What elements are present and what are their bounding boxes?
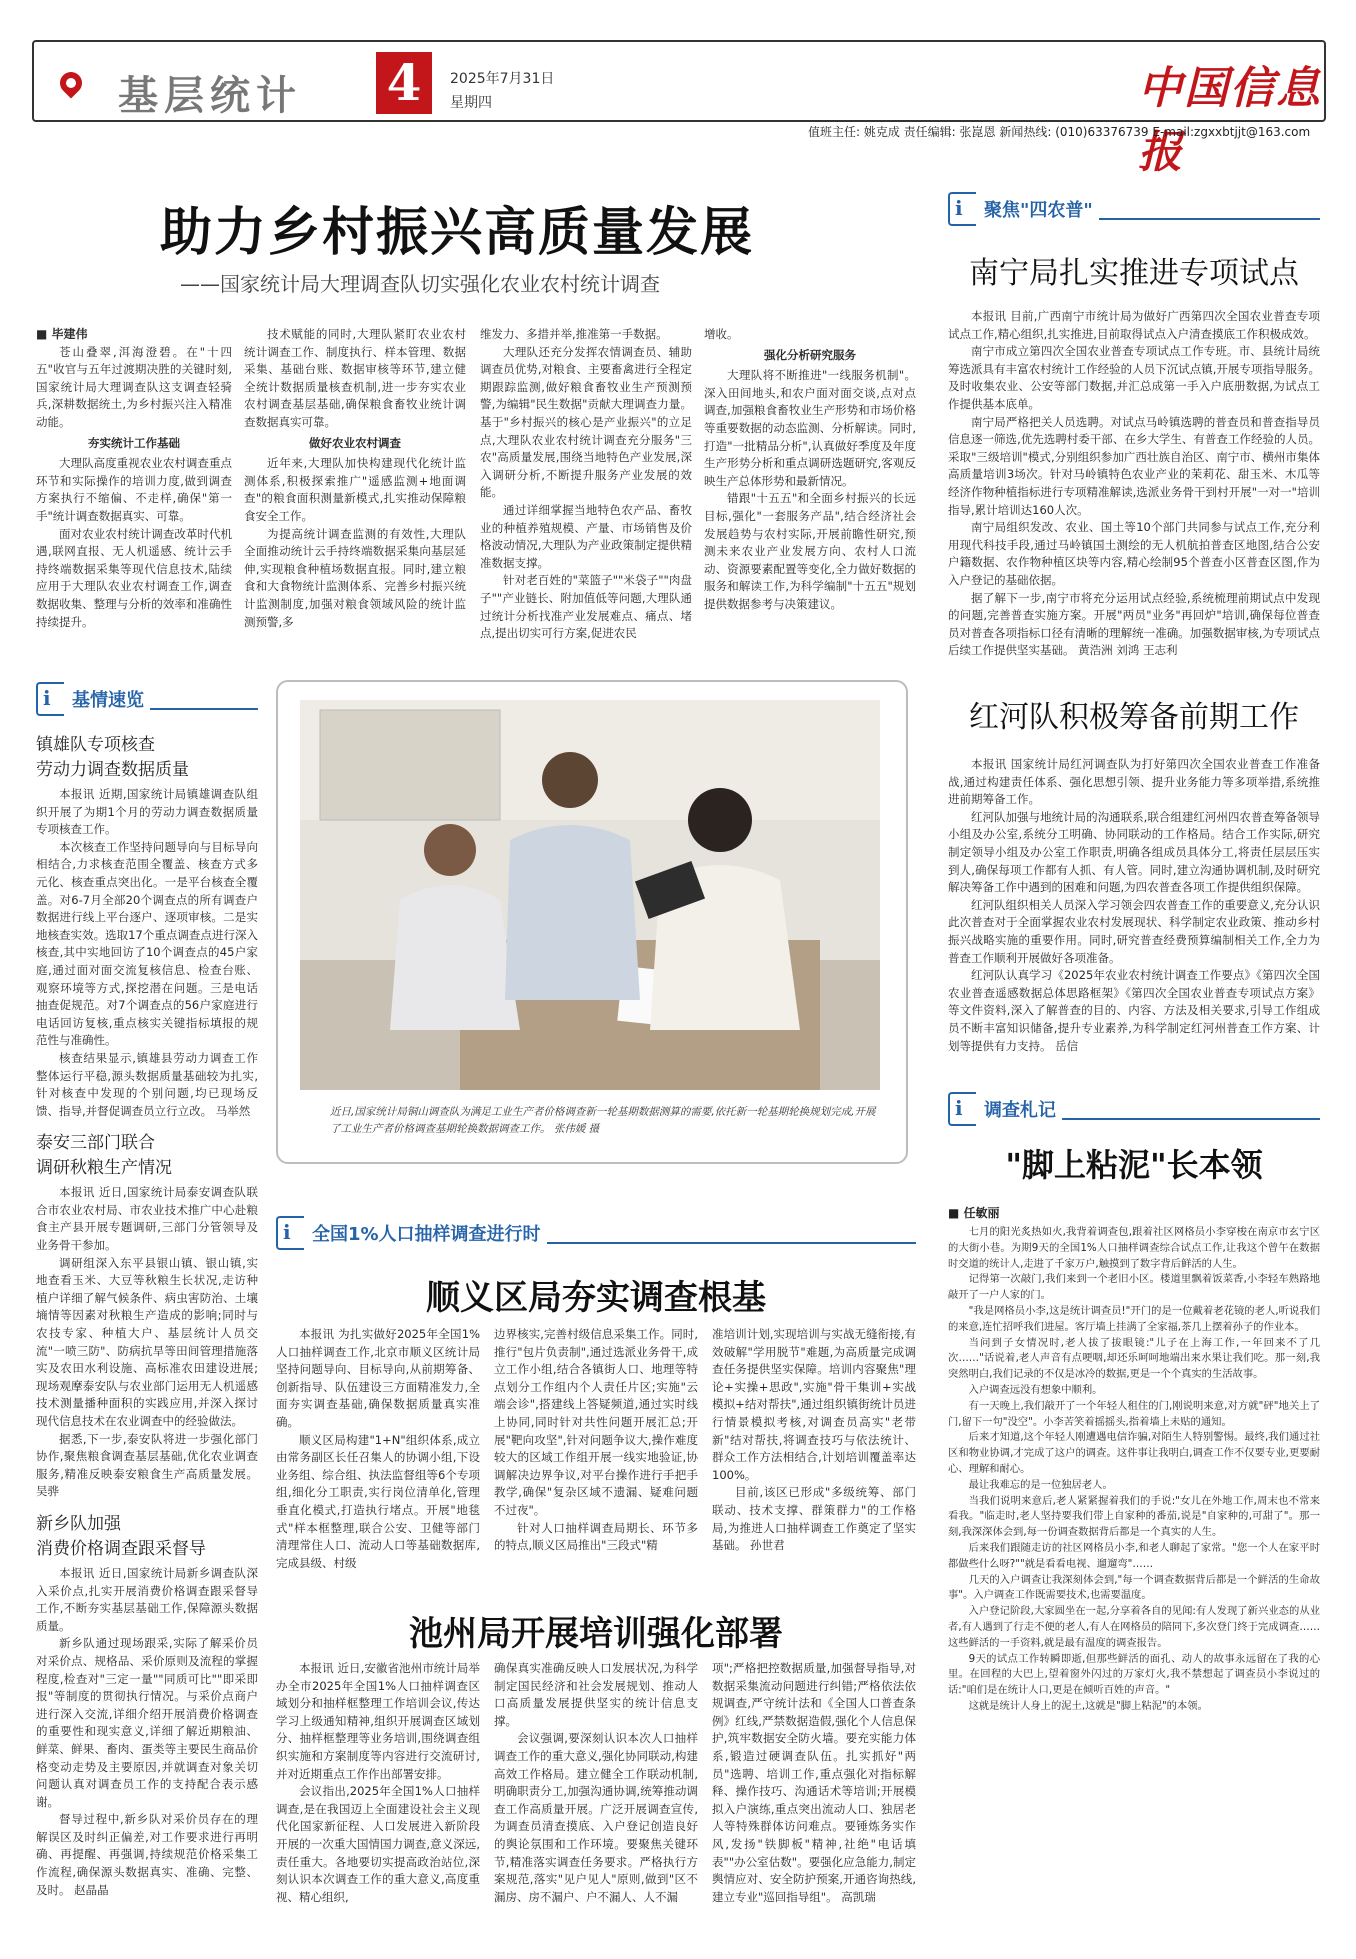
paragraph: 会议强调,要深刻认识本次人口抽样调查工作的重大意义,强化协同联动,构建高效工作格局。建立健全工作联动机制,明确职责分工,加强沟通协调,统筹推动调查工作高质量开展。广泛开展调查宣传,为调查员清查摸底、入户登记创造良好的舆论氛围和工作环境。要聚焦关键环节,精准落实调查任务要求。严格执行方案规范,落实"见户见人"原则,做到"区不漏房、房不漏户、户不漏人、人不漏 — [494, 1731, 698, 1904]
paragraph: 督导过程中,新乡队对采价员存在的理解误区及时纠正偏差,对工作要求进行再明确、再提醒、再强调,持续规范价格采集工作流程,确保源头数据真实、准确、完整、及时。 赵晶晶 — [36, 1812, 258, 1897]
briefs-column — [36, 682, 258, 1899]
paragraph: 大理队还充分发挥农情调查员、辅助调查员优势,对粮食、主要畜禽进行全程定期跟踪监测,做好粮食畜牧业生产预测预警,为编辑"民生数据"贡献大理调查力量。基于"乡村振兴的核心是产业振兴"的立足点,大理队农业农村统计调查充分服务"三农"高质量发展,围绕当地特色产业发展,深入调研分析,不断提升服务产业发展的效能。 — [480, 344, 692, 500]
issue-date: 2025年7月31日 — [450, 71, 555, 87]
column-label: 基情速览 — [72, 690, 144, 711]
lead-col-2 — [244, 326, 466, 631]
lead-subhead: 强化分析研究服务 — [764, 347, 856, 362]
photo-caption: 近日,国家统计局铜山调查队为满足工业生产者价格调查新一轮基期数据测算的需要,依托新一轮基期轮换规划完成,开展了工业生产者价格调查基期轮换数据调查工作。 张伟媛 摄 — [330, 1106, 876, 1135]
column-rule — [547, 1242, 916, 1244]
lead-col-3 — [480, 326, 692, 643]
story1-col-3 — [712, 1326, 916, 1555]
paragraph: 针对老百姓的"菜篮子""米袋子""肉盘子""产业链长、附加值低等问题,大理队通过统计分析找准产业发展难点、痛点、堵点,提出切实可行方案,促进农民 — [480, 573, 692, 641]
brief-title: 泰安三部门联合 — [36, 1133, 155, 1154]
column-header — [276, 1216, 916, 1250]
paragraph: 核查结果显示,镇雄县劳动力调查工作整体运行平稳,源头数据质量基础较为扎实,针对核查中发现的个别问题,均已现场反馈、指导,并督促调查员立行立改。 马举然 — [36, 1050, 258, 1118]
paragraph: 当问到子女情况时,老人拔了拔眼镜:"儿子在上海工作,一年回来不了几次……"话说着,老人声音有点哽咽,却还乐呵呵地端出来水果让我们吃。那一刻,我突然明白,我们记录的不仅是冰冷的数据,更是一个个真实的生活故事。 — [948, 1336, 1320, 1381]
story2-col-3 — [712, 1660, 916, 1906]
paragraph: 据了解下一步,南宁市将充分运用试点经验,系统梳理前期试点中发现的问题,完善普查实施方案。开展"两员"业务"再回炉"培训,确保每位普查员对普查各项指标口径有清晰的理解统一准确。加强数据审核,为专项试点后续工作提供坚实基础。 黄浩洲 刘鸿 王志利 — [948, 590, 1320, 658]
paragraph: 面对农业农村统计调查改革时代机遇,联网直报、无人机遥感、统计云手持终端数据采集等现代信息技术,陆续应用于大理队农业农村调查工作,调查数据收集、整理与分析的效率和准确性持续提升。 — [36, 526, 232, 629]
brief-title: 镇雄队专项核查 — [36, 735, 155, 755]
info-column-icon — [276, 1216, 304, 1250]
paragraph: 9天的试点工作转瞬即逝,但那些鲜活的面孔、动人的故事永远留在了我的心里。在回程的大巴上,望着窗外闪过的万家灯火,我不禁想起了调查员小李说过的话:"咱们是在统计人口,更是在倾听百姓的声音。" — [948, 1652, 1320, 1697]
paragraph: 本报讯 国家统计局红河调查队为打好第四次全国农业普查工作准备战,通过构建责任体系、强化思想引领、提升业务能力等多项举措,系统推进前期筹备工作。 — [948, 757, 1320, 807]
paragraph: 红河队认真学习《2025年农业农村统计调查工作要点》《第四次全国农业普查遥感数据总体思路框架》《第四次全国农业普查专项试点方案》等文件资料,深入了解普查的目的、内容、方法及相关要求,引导工作组成员不断丰富知识储备,提升专业素养,为科学制定红河州普查工作方案、计划等提供有力支持。 岳信 — [948, 968, 1320, 1053]
paragraph: 入户调查远没有想象中顺利。 — [968, 1383, 1103, 1396]
story2-col-1 — [276, 1660, 480, 1906]
paragraph: 苍山叠翠,洱海澄碧。在"十四五"收官与五年过渡期决胜的关键时刻,国家统计局大理调查队这支调查轻骑兵,深耕数据统土,为乡村振兴注入精准动能。 — [36, 344, 232, 429]
issue-weekday: 星期四 — [450, 95, 492, 111]
lead-col-4 — [704, 326, 916, 614]
column-header — [948, 1092, 1320, 1126]
story1-col-1 — [276, 1326, 480, 1572]
story-title: 顺义区局夯实调查根基 — [426, 1278, 766, 1318]
brief-body — [36, 1565, 258, 1899]
paragraph: 针对人口抽样调查局期长、环节多的特点,顺义区局推出"三段式"精 — [494, 1520, 698, 1553]
paragraph: 后来我们跟随走访的社区网格员小李,和老人聊起了家常。"您一个人在家平时都做些什么呀?""就是看看电视、遛遛弯"…… — [948, 1541, 1320, 1570]
right-mid-story — [948, 692, 1320, 1055]
paragraph: 会议指出,2025年全国1%人口抽样调查,是在我国迈上全面建设社会主义现代化国家新征程、人口发展进入新阶段开展的一次重大国情国力调查,意义深远,责任重大。各地要切实提高政治站位,深刻认识本次调查工作的重大意义,高度重视、精心组织, — [276, 1784, 480, 1904]
column-label: 全国1%人口抽样调查进行时 — [312, 1224, 541, 1245]
paragraph: 为提高统计调查监测的有效性,大理队全面推动统计云手持终端数据采集向基层延伸,实现粮食种植场数据直报。同时,建立粮食和大食物统计监测体系、完善乡村振兴统计监测制度,加强对粮食领域风险的统计监测预警,多 — [244, 526, 466, 629]
paragraph: 南宁局组织发改、农业、国土等10个部门共同参与试点工作,充分利用现代科技手段,通过马岭镇国土测绘的无人机航拍普查区地图,结合公安户籍数据、农作物种植区块等内容,精心绘制95个普查小区普查区图,作为入户登记的基础依据。 — [948, 520, 1320, 587]
essay-title: "脚上粘泥"长本领 — [1005, 1146, 1263, 1184]
lead-subhead: 夯实统计工作基础 — [88, 435, 180, 450]
paragraph: 目前,该区已形成"多级统筹、部门联动、技术支撑、群策群力"的工作格局,为推进人口抽样调查工作奠定了坚实基础。 孙世君 — [712, 1485, 916, 1553]
story-title: 池州局开展培训强化部署 — [409, 1614, 783, 1654]
info-column-icon — [948, 1092, 976, 1126]
lead-byline: ■ 毕建伟 — [36, 327, 88, 341]
brief-body — [36, 786, 258, 1120]
brief-body — [36, 1184, 258, 1501]
paragraph: 入户登记阶段,大家圆坐在一起,分享着各自的见闻:有人发现了新兴业态的从业者,有人遇到了行走不便的老人,有人在网格员的陪同下,多次登门终于完成调查……这些鲜活的一手资料,就是最有温度的调查报告。 — [948, 1605, 1320, 1649]
story-title: 红河队积极筹备前期工作 — [969, 700, 1299, 735]
paragraph: 确保真实准确反映人口发展状况,为科学制定国民经济和社会发展规划、推动人口高质量发展提供坚实的统计信息支撑。 — [494, 1661, 698, 1728]
story2-col-2 — [494, 1660, 698, 1906]
paragraph: 技术赋能的同时,大理队紧盯农业农村统计调查工作、制度执行、样本管理、数据采集、基础台账、数据审核等环节,建立健全统计数据质量核查机制,进一步夯实农业农村调查基层基础,确保粮食畜牧业统计调查数据真实可靠。 — [244, 327, 466, 429]
story-body — [948, 308, 1320, 660]
info-column-icon — [36, 682, 64, 716]
column-label: 调查札记 — [984, 1100, 1056, 1121]
paragraph: 边界核实,完善村级信息采集工作。同时,推行"包片负责制",通过选派业务骨干,成立工作小组,结合各镇街人口、地理等特点划分工作组内个人责任片区;实施"云端会诊",搭建线上答疑频道,通过实时线上协同,同时针对共性问题开展汇总;开展"靶向攻坚",针对问题争议大,操作难度较大的区域工作组开展一线实地验证,协调解决边界争议,对平台操作进行手把手教学,确保"复杂区域不遗漏、疑难问题不过夜"。 — [494, 1327, 698, 1517]
paragraph: 通过详细掌握当地特色农产品、畜牧业的种植养殖规模、产量、市场销售及价格波动情况,大理队为产业政策制定提供精准数据支撑。 — [480, 502, 692, 570]
lead-subhead: 做好农业农村调查 — [309, 435, 401, 450]
paragraph: 本报讯 近期,国家统计局镇雄调查队组织开展了为期1个月的劳动力调查数据质量专项核查工作。 — [36, 787, 258, 837]
brief-title: 消费价格调查跟采督导 — [36, 1538, 206, 1559]
paragraph: 近年来,大理队加快构建现代化统计监测体系,积极探索推广"遥感监测+地面调查"的粮食面积测量新模式,扎实推动保障粮食安全工作。 — [244, 456, 466, 523]
paragraph: 新乡队通过现场跟采,实际了解采价员对采价点、规格品、采价原则及流程的掌握程度,检查对"三定一量""同质可比""即采即报"等制度的贯彻执行情况。与采价点商户进行深入交流,详细介绍开展消费价格调查的重要性和现实意义,详细了解近期粮油、鲜菜、鲜果、畜肉、蛋类等主要民生商品价格变动走势及主要原因,并就调查对象关切问题认真对调查员工作的支持配合表示感谢。 — [36, 1636, 258, 1809]
story-body — [948, 756, 1320, 1055]
paragraph: 本报讯 近日,国家统计局新乡调查队深入采价点,扎实开展消费价格调查跟采督导工作,不断夯实基层基础工作,保障源头数据质量。 — [36, 1565, 258, 1633]
brief-title: 劳动力调查数据质量 — [36, 760, 189, 780]
paragraph: 本报讯 目前,广西南宁市统计局为做好广西第四次全国农业普查专项试点工作,精心组织,扎实推进,目前取得试点入户清查摸底工作积极成效。 — [948, 309, 1320, 341]
newspaper-logo: 中国信息报 — [1138, 63, 1322, 178]
census-column — [276, 1216, 916, 1250]
info-column-icon — [948, 192, 976, 226]
paragraph: 大理队高度重视农业农村调查重点环节和实际操作的培训力度,做到调查方案执行不缩偏、不走样,确保"第一手"统计调查数据真实、可靠。 — [36, 456, 232, 523]
paragraph: 后来才知道,这个年轻人刚遭遇电信诈骗,对陌生人特别警惕。最终,我们通过社区和物业协调,才完成了这户的调查。这件事让我明白,调查工作不仅要专业,更要耐心、理解和耐心。 — [948, 1431, 1320, 1475]
essay-byline: ■ 任敏丽 — [948, 1206, 1000, 1220]
page-number: 4 — [376, 52, 432, 114]
paragraph: 有一天晚上,我们敲开了一个年轻人租住的门,刚说明来意,对方就"砰"地关上了门,留下一句"没空"。小李苦笑着摇摇头,指着墙上未贴的通知。 — [948, 1399, 1320, 1428]
lead-subtitle: ——国家统计局大理调查队切实强化农业农村统计调查 — [180, 272, 660, 296]
column-rule — [150, 708, 258, 710]
paragraph: 红河队加强与地统计局的沟通联系,联合组建红河州四农普查筹备领导小组及办公室,系统分工明确、协同联动的工作格局。结合工作实际,研究制定领导小组及办公室工作职责,明确各组成员具体分工,将责任层层压实到人,确保每项工作都有人抓、有人管。同时,建立沟通协调机制,及时研究解决筹备工作中遇到的困难和问题,为四农普查各项工作提供组织保障。 — [948, 809, 1320, 895]
story1-col-2 — [494, 1326, 698, 1555]
paragraph: 维发力、多措并举,推准第一手数据。 — [480, 327, 668, 341]
paragraph: 准培训计划,实现培训与实战无缝衔接,有效破解"学用脱节"难题,为高质量完成调查任务提供坚实保障。培训内容聚焦"理论+实操+思政",实施"骨干集训+实战模拟+结对帮扶",通过组织镇街统计员进行情景模拟考核,对调查员高实"老带新"结对帮扶,将调查技巧与依法统计、群众工作方法相结合,计划培训覆盖率达100%。 — [712, 1327, 916, 1482]
essay-body — [948, 1225, 1320, 1715]
brief-title: 调研秋粮生产情况 — [36, 1158, 172, 1179]
brief-title: 新乡队加强 — [36, 1513, 121, 1534]
news-photo — [300, 700, 880, 1090]
column-header — [36, 682, 258, 716]
paragraph: 本报讯 近日,安徽省池州市统计局举办全市2025年全国1%人口抽样调查区域划分和抽样框整理工作培训会议,传达学习上级通知精神,组织开展调查区域划分、抽样框整理等业务培训,围绕调查组织实施和方案制度等内容进行交流研讨,并对近期重点工作作出部署安排。 — [276, 1661, 480, 1781]
story-title: 南宁局扎实推进专项试点 — [969, 256, 1299, 291]
paragraph: 南宁局严格把关人员选聘。对试点马岭镇选聘的普查员和普查指导员信息逐一筛选,优先选聘村委干部、在乡大学生、有普查工作经验的人员。采取"三级培训"模式,分别组织参加广西壮族自治区、南宁市、横州市集体高质量培训3场次。针对马岭镇特色农业产业的茉莉花、甜玉米、木瓜等经济作物种植指标进行专项精准解读,选派业务骨干到村开展"一对一"培训指导,累计培训达160人次。 — [948, 414, 1320, 517]
paragraph: 调研组深入东平县银山镇、银山镇,实地查看玉米、大豆等秋粮生长状况,走访种植户详细了解气候条件、病虫害防治、土壤墒情等因素对秋粮生产造成的影响;同时与农技专家、种植大户、基层统计人员交流"一喷三防"、防病抗旱等田间管理措施落实及农田水利设施、高标准农田建设进展;现场观摩泰安队与农业部门运用无人机遥感技术测量播种面积的实践应用,并深入探讨现代信息技术在农业调查中的经验做法。 — [36, 1255, 258, 1428]
paragraph: 本报讯 近日,国家统计局泰安调查队联合市农业农村局、市农业技术推广中心赴粮食主产县开展专题调研,三部门分管领导及业务骨干参加。 — [36, 1185, 258, 1253]
paragraph: 最让我难忘的是一位独居老人。 — [968, 1478, 1113, 1491]
paragraph: 七月的阳光炙热如火,我背着调查包,跟着社区网格员小李穿梭在南京市玄宁区的大街小巷。为期9天的全国1%人口抽样调查综合试点工作,让我这个曾午在数据时交道的统计人,走进了千家万户,触摸到了数字背后鲜活的人生。 — [948, 1226, 1320, 1270]
paragraph: 红河队组织相关人员深入学习领会四农普查工作的重要意义,充分认识此次普查对于全面掌握农业农村发展现状、科学制定农业政策、推动乡村振兴战略实施的重要作用。同时,研究普查经费预算编制相关工作,全力为普查工作顺利开展做好各项准备。 — [948, 897, 1320, 965]
paragraph: 据悉,下一步,泰安队将进一步强化部门协作,聚焦粮食调查基层基础,优化农业调查服务,精准反映泰安粮食生产高质量发展。 吴骅 — [36, 1431, 258, 1499]
column-rule — [1062, 1118, 1320, 1120]
lead-col-1 — [36, 326, 232, 631]
section-name: 基层统计 — [118, 72, 302, 119]
paragraph: 项";严格把控数据质量,加强督导指导,对数据采集流动问题进行纠错;严格依法依规调查,严守统计法和《全国人口普查条例》红线,严禁数据造假,强化个人信息保护,筑牢数据安全防火墙。要充实能力体系,锻造过硬调查队伍。扎实抓好"两员"选聘、培训工作,重点强化对指标解释、操作技巧、沟通话术等培训;开展模拟入户演练,重点突出流动人口、独居老人等特殊群体访问难点。要锤炼务实作风,发扬"铁脚板"精神,社绝"电话填表""办公室估数"。要强化应急能力,制定舆情应对、安全防护预案,开通咨询热线,建立专业"巡回指导组"。 高凯瑞 — [712, 1661, 916, 1904]
paragraph: 顺义区局构建"1+N"组织体系,成立由常务副区长任召集人的协调小组,下设业务组、综合组、执法监督组等6个专项组,细化分工职责,实行岗位清单化,管理垂直化模式,打造执行堵点。开展"地毯式"样本框整理,联合公安、卫健等部门清理常住人口、流动人口等基础数据库,完成县级、村级 — [276, 1432, 480, 1570]
paragraph: 当我们说明来意后,老人紧紧握着我们的手说:"女儿在外地工作,周末也不常来看我。"临走时,老人坚持要我们带上自家种的番茄,说是"自家种的,可甜了"。那一刻,我深深体会到,每一份调查数据背后都是一个真实的人生。 — [948, 1494, 1320, 1539]
right-top-column — [948, 192, 1320, 660]
lead-title: 助力乡村振兴高质量发展 — [160, 202, 755, 263]
column-header — [948, 192, 1320, 226]
office-scene-illustration — [300, 700, 880, 1090]
essay-column — [948, 1092, 1320, 1715]
paragraph: 这就是统计人身上的泥土,这就是"脚上粘泥"的本领。 — [968, 1699, 1208, 1712]
paragraph: "我是网格员小李,这是统计调查员!"开门的是一位戴着老花镜的老人,听说我们的来意,连忙招呼我们进屋。客厅墙上挂满了全家福,茶几上摆着孙子的作业本。 — [948, 1304, 1320, 1333]
paragraph: 增收。 — [704, 327, 739, 341]
column-rule — [1099, 218, 1320, 220]
paragraph: 几天的入户调查让我深刻体会到,"每一个调查数据背后都是一个鲜活的生命故事"。入户调查工作既需要技术,也需要温度。 — [948, 1573, 1320, 1602]
paragraph: 错跟"十五五"和全面乡村振兴的长远目标,强化"一套服务产品",结合经济社会发展趋势与农村实际,开展前瞻性研究,预测未来农业产业发展方向、农村人口流动、资源要素配置等变化,全力做好数据的服务和解读工作,为科学编制"十五五"规划提供数据参考与决策建议。 — [704, 491, 916, 611]
paragraph: 南宁市成立第四次全国农业普查专项试点工作专班。市、县统计局统筹选派具有丰富农村统计工作经验的人员下沉试点镇,开展专项指导服务。及时收集农业、公安等部门数据,并汇总成第一手入户底册数据,为试点工作提供基本底单。 — [948, 344, 1320, 411]
paragraph: 本次核查工作坚持问题导向与目标导向相结合,力求核查范围全覆盖、核查方式多元化、核查重点突出化。一是平台核查全覆盖。对6-7月全部20个调查点的所有调查户数据进行线上平台逐户、逐项审核。二是实地核查实效。选取17个重点调查点进行深入核查,其中实地回访了10个调查点的45户家庭,通过面对面交流复核信息、检查台账、观察环境等方式,探挖潜在问题。三是电话抽查促规范。对7个调查点的56户家庭进行电话回访复核,重点核实关键指标填报的规范性与准确性。 — [36, 839, 258, 1048]
column-label: 聚焦"四农普" — [984, 200, 1093, 221]
editors-line: 值班主任: 姚克成 责任编辑: 张崑恩 新闻热线: (010)63376739 E-mail:zgxxbtjjt@163.com — [808, 125, 1311, 139]
paragraph: 记得第一次敲门,我们来到一个老旧小区。楼道里飘着饭菜香,小李轻车熟路地敲开了一户人家的门。 — [948, 1273, 1320, 1302]
paragraph: 大理队将不断推进"一线服务机制"。深入田间地头,和农户面对面交谈,点对点调查,加强粮食畜牧业生产形势和市场价格等重要数据的动态监测、分析解读。同时,打造"一批精品分析",认真做好季度及年度生产形势分析和重点调研选题研究,客观反映生产总体形势和最新情况。 — [704, 368, 916, 488]
paragraph: 本报讯 为扎实做好2025年全国1%人口抽样调查工作,北京市顺义区统计局坚持问题导向、目标导向,从前期筹备、创新指导、队伍建设三方面精准发力,全面夯实调查基础,确保数据质量真实准确。 — [276, 1327, 480, 1429]
